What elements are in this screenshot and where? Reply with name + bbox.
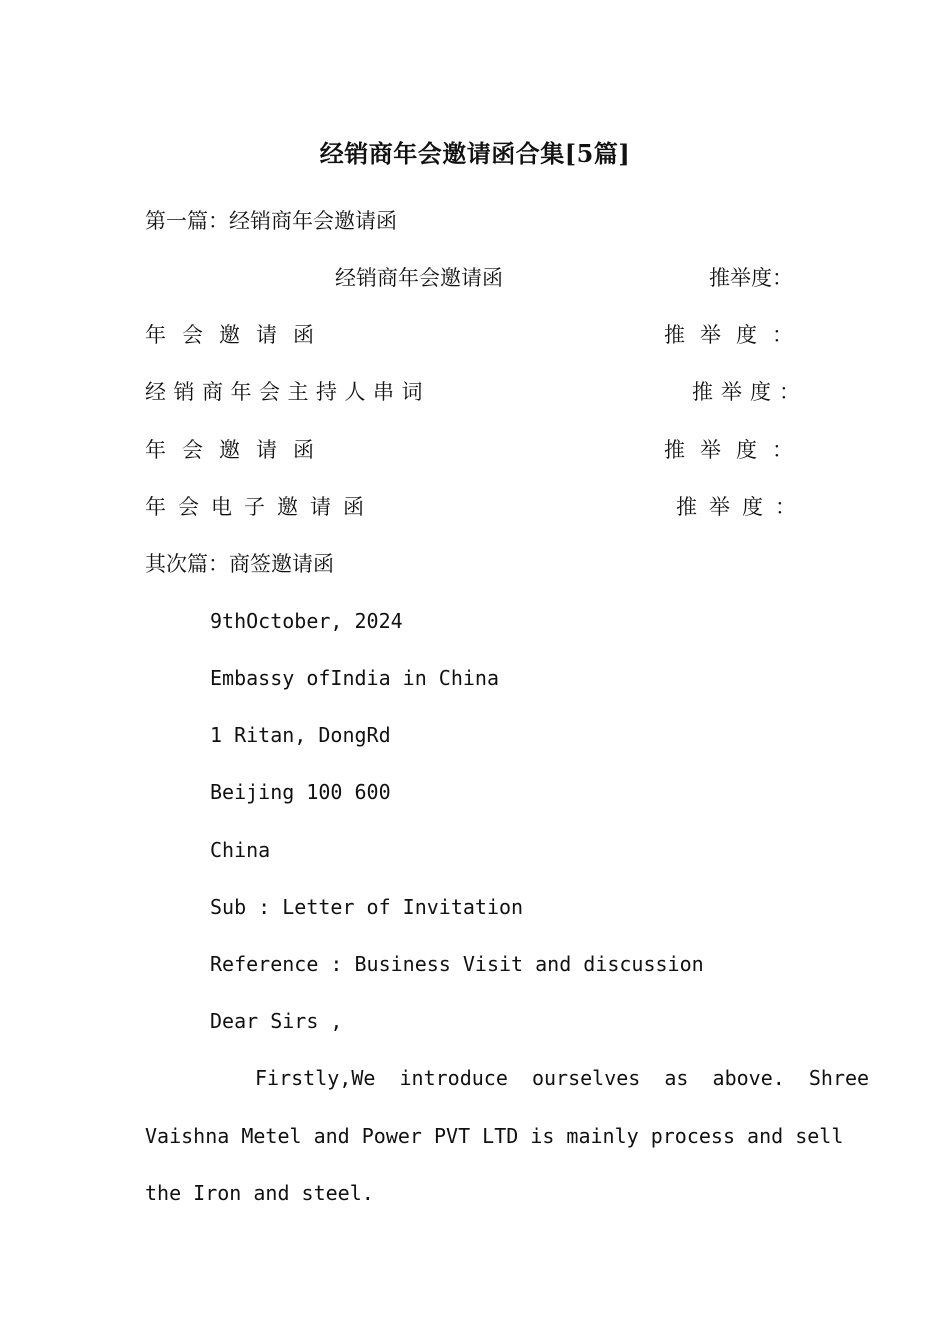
document-title: 经销商年会邀请函合集[5篇]: [319, 139, 631, 168]
letter-address-line: Beijing 100 600: [210, 780, 391, 804]
part1-heading: 第一篇：经销商年会邀请函: [145, 209, 397, 233]
toc-entry: [145, 263, 805, 293]
toc-entry-title: 年会邀请函: [145, 323, 330, 347]
letter-body-line: Firstly,We introduce ourselves as above. Shree: [255, 1066, 870, 1090]
toc-entry-title: 年会邀请函: [145, 438, 330, 462]
toc-entry-rating: 推举度：: [664, 323, 808, 347]
toc-entry: [145, 435, 808, 465]
letter-date: 9thOctober, 2024: [210, 609, 403, 633]
toc-entry-title: 年会电子邀请函: [145, 495, 376, 519]
toc-entry-title: 经销商年会主持人串词: [145, 380, 430, 404]
letter-address-line: Embassy ofIndia in China: [210, 666, 499, 690]
toc-entry-rating: 推举度：: [709, 266, 793, 290]
toc-entry: [145, 492, 808, 522]
toc-entry: [145, 320, 808, 350]
toc-entry-rating: 推举度：: [692, 380, 808, 404]
letter-address-line: China: [210, 838, 271, 862]
letter-body-line: Vaishna Metel and Power PVT LTD is mainly process and sell: [145, 1124, 844, 1148]
letter-reference: Reference : Business Visit and discussion: [210, 952, 704, 976]
toc-entry-rating: 推举度：: [676, 495, 808, 519]
toc-entry-rating: 推举度：: [664, 438, 808, 462]
letter-salutation: Dear Sirs ,: [210, 1009, 343, 1033]
part2-heading: 其次篇：商签邀请函: [145, 552, 334, 576]
toc-entry-title: 经销商年会邀请函: [335, 266, 503, 290]
letter-subject: Sub : Letter of Invitation: [210, 895, 524, 919]
letter-address-line: 1 Ritan, DongRd: [210, 723, 391, 747]
toc-entry: [145, 377, 808, 407]
letter-body-line: the Iron and steel.: [145, 1181, 374, 1205]
